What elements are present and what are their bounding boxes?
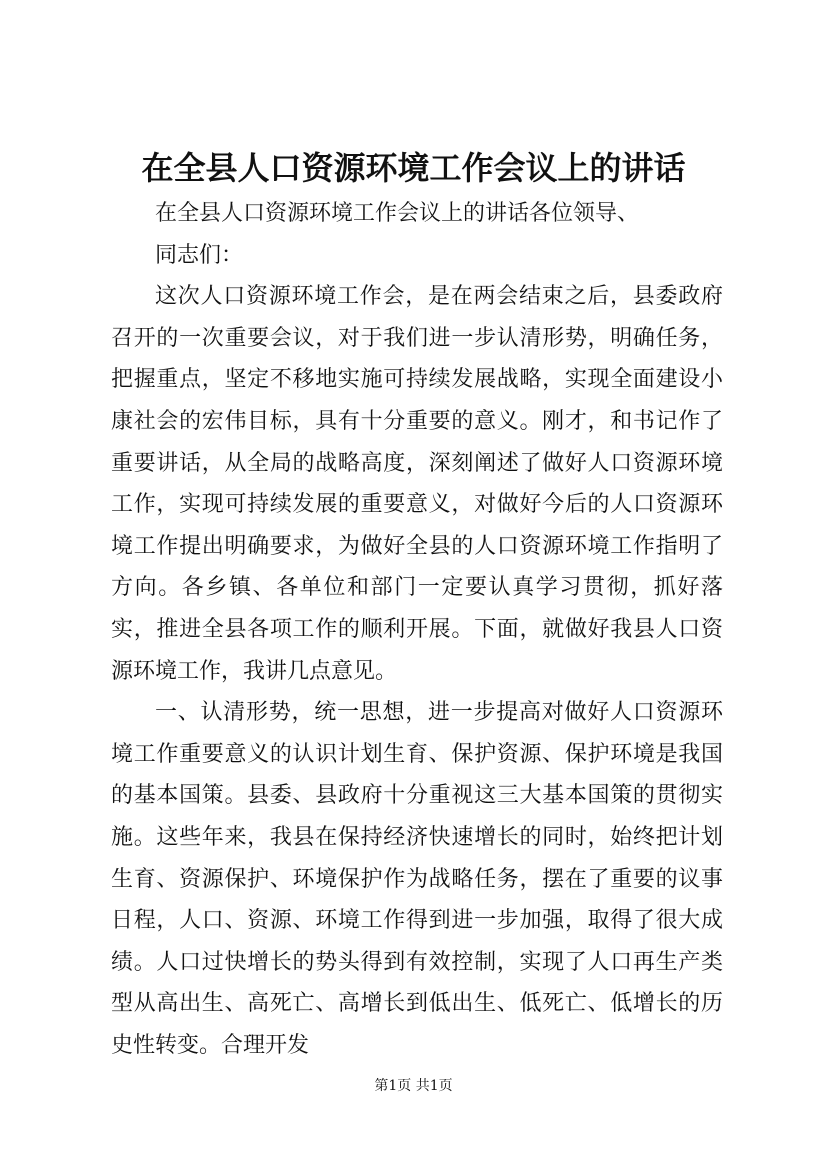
page-number-footer: 第1页 共1页 bbox=[374, 1078, 453, 1094]
paragraph-salutation: 同志们： bbox=[155, 242, 244, 268]
document-body bbox=[111, 193, 723, 1066]
document-title: 在全县人口资源环境工作会议上的讲话 bbox=[141, 149, 686, 187]
paragraph-section-one: 一、认清形势，统一思想，进一步提高对做好人口资源环境工作重要意义的认识计划生育、保护资源、保护环境是我国的基本国策。县委、县政府十分重视这三大基本国策的贯彻实施。这些年来，我县在保持经济快速增长的同时，始终把计划生育、资源保护、环境保护作为战略任务，摆在了重要的议事日程，人口、资源、环境工作得到进一步加强，取得了很大成绩。人口过快增长的势头得到有效控制，实现了人口再生产类型从高出生、高死亡、高增长到低出生、低死亡、低增长的历史性转变。合理开发 bbox=[111, 700, 723, 1058]
paragraph-greeting: 在全县人口资源环境工作会议上的讲话各位领导、 bbox=[155, 201, 640, 226]
paragraph-intro: 这次人口资源环境工作会，是在两会结束之后，县委政府召开的一次重要会议，对于我们进一步认清形势，明确任务，把握重点，坚定不移地实施可持续发展战略，实现全面建设小康社会的宏伟目标，具有十分重要的意义。刚才，和书记作了重要讲话，从全局的战略高度，深刻阐述了做好人口资源环境工作，实现可持续发展的重要意义，对做好今后的人口资源环境工作提出明确要求，为做好全县的人口资源环境工作指明了方向。各乡镇、各单位和部门一定要认真学习贯彻，抓好落实，推进全县各项工作的顺利开展。下面，就做好我县人口资源环境工作，我讲几点意见。 bbox=[111, 284, 723, 684]
